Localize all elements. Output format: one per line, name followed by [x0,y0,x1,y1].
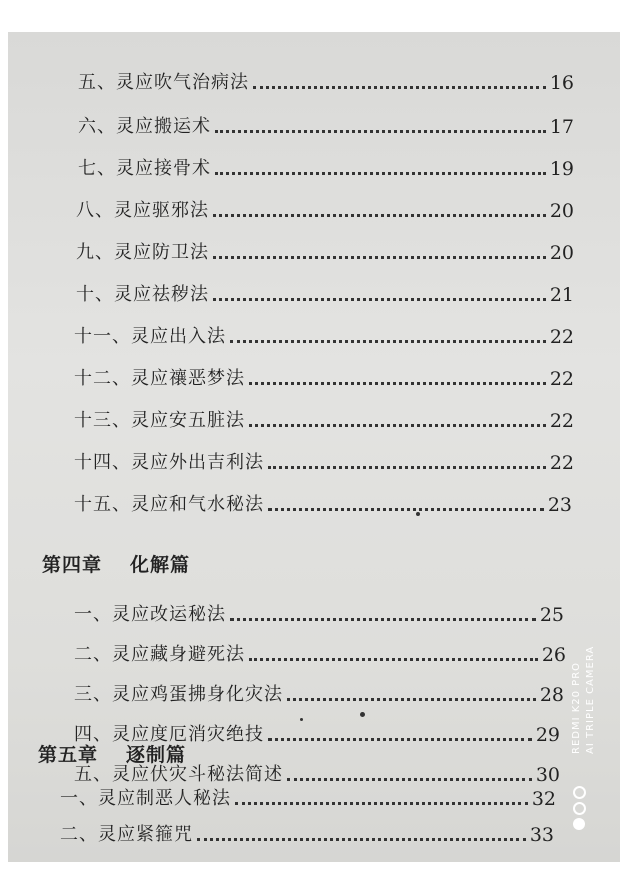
chapter-heading [38,740,186,767]
page-number: 16 [549,72,574,94]
entry-label: 六、灵应搬运术 [78,116,211,137]
watermark-dots-icon [573,796,587,836]
chapter-number: 第四章 [42,554,103,576]
page-number: 19 [549,158,574,180]
chapter-number: 第五章 [38,744,99,766]
page-number: 23 [547,494,572,516]
page-number: 29 [535,724,560,746]
chapter-title: 化解篇 [130,554,191,576]
page-number: 25 [539,604,564,626]
entry-label: 五、灵应伏灾斗秘法简述 [74,764,283,785]
entry-label: 八、灵应驱邪法 [76,200,209,221]
entry-label: 一、灵应制恶人秘法 [60,788,231,809]
page-number: 17 [549,116,574,138]
watermark-line-2: AI TRIPLE CAMERA [585,645,596,754]
chapter-title: 逐制篇 [126,744,187,766]
page-number: 26 [541,644,566,666]
outline-dot-icon [573,786,586,799]
entry-label: 十、灵应祛秽法 [76,284,209,305]
filled-dot-icon [573,818,585,830]
page-number: 22 [549,410,574,432]
entry-label: 十三、灵应安五脏法 [74,410,245,431]
entry-label: 二、灵应紧箍咒 [60,824,193,845]
page-number: 22 [549,326,574,348]
page-number: 20 [549,200,574,222]
toc-entry [60,788,556,810]
leader-dots [197,838,526,841]
page-number: 32 [531,788,556,810]
toc-entry [60,824,554,846]
ink-speck [360,712,365,717]
page-number: 28 [539,684,564,706]
page-number: 20 [549,242,574,264]
watermark-line-1: REDMI K20 PRO [571,661,582,754]
entry-label: 十四、灵应外出吉利法 [74,452,264,473]
entry-label: 一、灵应改运秘法 [74,604,226,625]
page-number: 22 [549,368,574,390]
page-number: 22 [549,452,574,474]
entry-label: 十五、灵应和气水秘法 [74,494,264,515]
leader-dots [235,802,528,805]
entry-label: 二、灵应藏身避死法 [74,644,245,665]
page-number: 33 [529,824,554,846]
entry-label: 十一、灵应出入法 [74,326,226,347]
entry-label: 十二、灵应禳恶梦法 [74,368,245,389]
table-of-contents-continued [8,32,620,862]
entry-label: 五、灵应吹气治病法 [78,72,249,93]
entry-label: 四、灵应度厄消灾绝技 [74,724,264,745]
ink-speck [416,512,420,516]
ink-speck [300,718,303,721]
page-number: 30 [535,764,560,786]
entry-label: 七、灵应接骨术 [78,158,211,179]
page-number: 21 [549,284,574,306]
entry-label: 三、灵应鸡蛋拂身化灾法 [74,684,283,705]
outline-dot-icon [573,802,586,815]
entry-label: 九、灵应防卫法 [76,242,209,263]
camera-watermark [569,636,619,836]
